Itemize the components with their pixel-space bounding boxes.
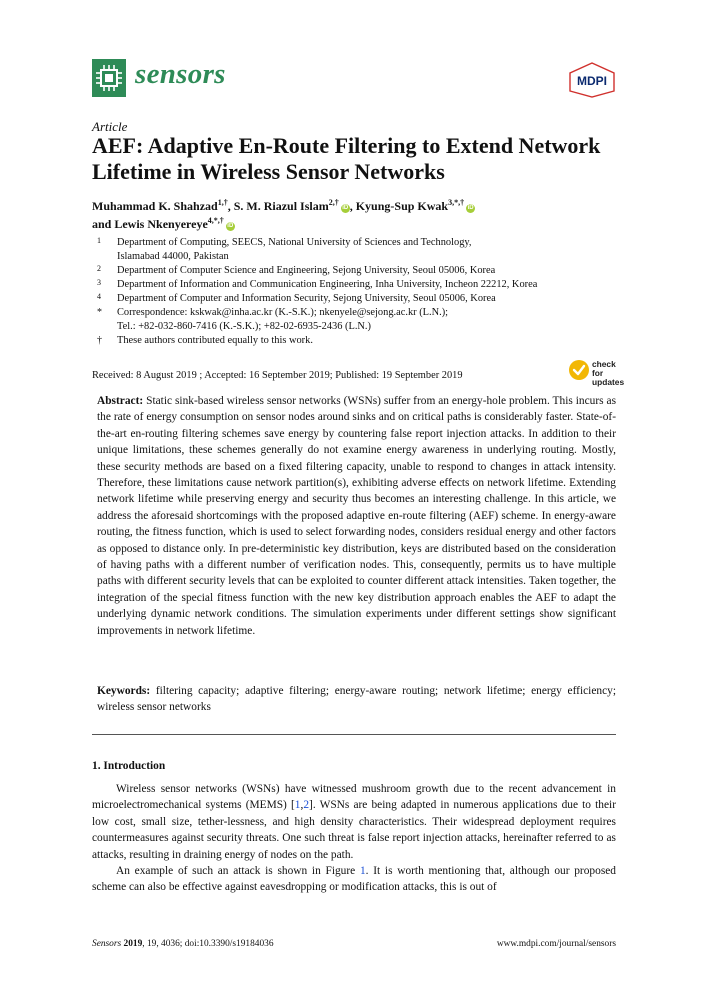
section-heading: 1. Introduction — [92, 760, 166, 772]
check-updates-icon — [568, 359, 590, 381]
author-affil-mark: 3,*,† — [448, 198, 465, 207]
abstract-label: Abstract: — [97, 395, 144, 407]
orcid-icon[interactable]: iD — [227, 223, 234, 229]
paragraph: Wireless sensor networks (WSNs) have witnessed mushroom growth due to the recent advancement in microelectromechanical systems (MEMS) [1,2]. WSNs are being adapted in numerous applications due to their low cost, small size, tether-lessness, and high density characteristics. Their widespread deployment requires countermeasures against security threats. One such threat is false report injection attacks, hereinafter referred to as attacks, resulting in draining energy of nodes on the path. — [92, 783, 616, 861]
paragraph: An example of such an attack is shown in Figure 1. It is worth mentioning that, although our proposed scheme can also be effective against eavesdropping or modification attacks, this is out of — [92, 865, 616, 894]
author-name: Muhammad K. Shahzad — [92, 199, 218, 213]
orcid-icon[interactable]: iD — [467, 205, 474, 211]
section-divider — [92, 734, 616, 735]
author-name: and Lewis Nkenyereye — [92, 217, 208, 231]
equal-contribution-note: † These authors contributed equally to this work. — [97, 335, 313, 346]
keywords-label: Keywords: — [97, 685, 151, 697]
footer-journal: Sensors — [92, 939, 122, 949]
author-name: S. M. Riazul Islam — [233, 199, 329, 213]
affiliations — [92, 236, 622, 348]
affiliation-item: 1 Department of Computing, SEECS, National University of Sciences and Technology, Islamabad 44000, Pakistan — [97, 236, 472, 262]
affiliation-item: 2 Department of Computer Science and Engineering, Sejong University, Seoul 05006, Korea — [97, 264, 496, 276]
publisher-name: MDPI — [577, 74, 607, 88]
check-updates-line-2: updates — [592, 377, 625, 387]
author-affil-mark: 1,† — [217, 198, 228, 207]
journal-logo-icon — [92, 59, 126, 97]
citation-link[interactable]: 2 — [303, 799, 310, 812]
article-type: Article — [92, 119, 128, 134]
abstract-text: Static sink-based wireless sensor networks (WSNs) suffer from an energy-hole problem. This incurs as the rate of energy consumption on sensor nodes around sinks and on critical paths is considerably faster. State-of-the-art en-routing filtering schemes save energy by countering false report injection attacks. In addition to their unique limitations, these schemes generally do not examine energy awareness in underlying routing. Mostly, these security methods are based on a fixed filtering capacity, unable to respond to changes in attack intensity. Therefore, these limitations cause network partition(s), exhibiting adverse effects on network lifetime. Extending network lifetime while preserving energy and security thus becomes an interesting challenge. In this article, we address the aforesaid shortcomings with the proposed adaptive en-route filtering (AEF) scheme. In energy-aware routing, the fitness function, which is used to select forwarding nodes, considers residual energy and other factors as opposed to distance only. In pre-deterministic key distribution, keys are distributed based on the consideration of having paths with a different number of verification nodes. This, consequently, permits us to have multiple paths with different security levels that can be exploited to counter different attack intensities. Taken together, the integration of the special fitness function with the new key distribution approach enables the AEF to adapt the underlying dynamic network conditions. The simulation experiments under different settings show significant improvements in network lifetime. — [97, 395, 616, 637]
footer-citation — [92, 939, 274, 949]
author-line-1: Muhammad K. Shahzad$^{1,\dagger}$, S. M. Riazul Islam$^{2,\dagger}$iD , Kyung-Sup Kwak$^{3,*,\dagger}$iD — [92, 198, 474, 213]
publication-dates: Received: 8 August 2019 ; Accepted: 16 September 2019; Published: 19 September 2019 — [92, 370, 463, 381]
paper-title — [92, 133, 622, 185]
affiliation-item: 3 Department of Information and Communication Engineering, Inha University, Incheon 22212, Korea — [97, 278, 538, 290]
title-line-2: Lifetime in Wireless Sensor Networks — [92, 159, 445, 184]
footer-year: 2019 — [123, 939, 143, 949]
intro-body — [92, 781, 616, 896]
journal-name: sensors — [135, 58, 226, 90]
abstract — [97, 393, 616, 639]
footer-rest: , 19, 4036; doi:10.3390/s19184036 — [142, 939, 274, 949]
citation-link[interactable]: 1 — [294, 799, 301, 812]
author-affil-mark: 4,*,† — [207, 216, 224, 225]
check-updates-line-1: check for — [592, 359, 616, 378]
keywords — [97, 683, 616, 716]
orcid-icon[interactable]: iD — [342, 205, 349, 211]
affiliation-item: 4 Department of Computer and Information Security, Sejong University, Seoul 05006, Korea — [97, 292, 496, 304]
footer-url[interactable]: www.mdpi.com/journal/sensors — [496, 939, 616, 949]
author-line-2 — [92, 215, 622, 233]
keywords-text: filtering capacity; adaptive filtering; energy-aware routing; network lifetime; energy efficiency; wireless sensor networks — [97, 685, 616, 714]
mdpi-logo-icon — [567, 62, 617, 98]
correspondence: * Correspondence: kskwak@inha.ac.kr (K.-S.K.); nkenyele@sejong.ac.kr (L.N.); Tel.: +82-032-860-7416 (K.-S.K.); +82-02-6935-2436 (L.N.) — [97, 307, 449, 332]
title-line-1: AEF: Adaptive En-Route Filtering to Extend Network — [92, 133, 601, 158]
author-list — [92, 197, 622, 233]
check-for-updates-badge[interactable] — [568, 357, 628, 385]
author-name: Kyung-Sup Kwak — [355, 199, 449, 213]
figure-link[interactable]: 1 — [359, 865, 366, 878]
author-affil-mark: 2,† — [328, 198, 339, 207]
